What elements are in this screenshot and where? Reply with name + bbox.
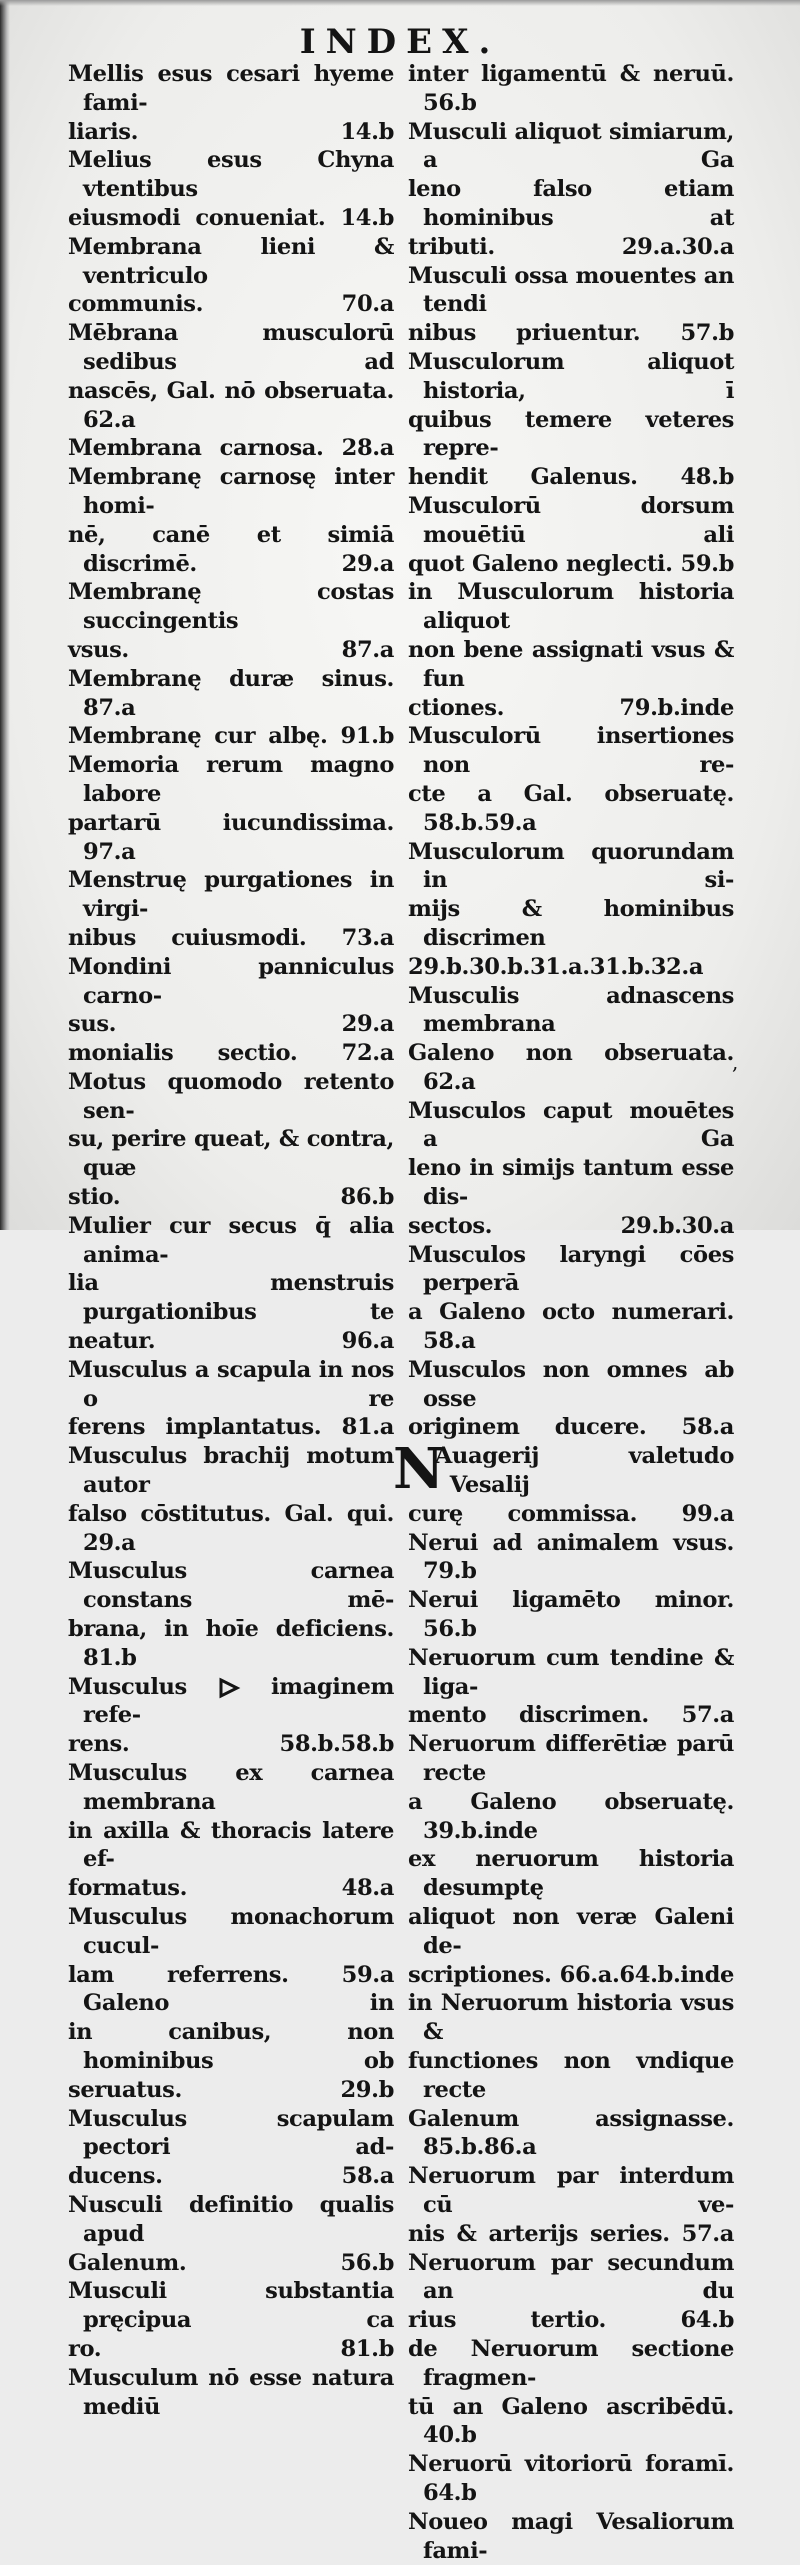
- triangle-symbol-icon: [218, 1678, 240, 1698]
- index-line: eiusmodi conueniat. 14.b: [68, 204, 394, 231]
- index-line: su, perire queat, & contra, quæ: [68, 1126, 394, 1182]
- index-line: ro. 81.b: [68, 2335, 394, 2362]
- index-line: Mēbrana musculorū sedibus ad: [68, 320, 394, 375]
- index-line: communis. 70.a: [68, 291, 394, 318]
- index-line-rest: imaginem refe-: [83, 1673, 394, 1729]
- index-line: Musculus brachij motum autor: [68, 1443, 394, 1499]
- index-line: nibus priuentur. 57.b: [408, 320, 734, 347]
- index-line: mento discrimen. 57.a: [408, 1702, 734, 1729]
- index-line: quibus temere veteres repre-: [408, 406, 734, 462]
- index-line: Musculos non omnes ab osse: [408, 1356, 734, 1412]
- index-line: Neruorum par interdum cū ve-: [408, 2163, 734, 2218]
- margin-mark: ,: [732, 1050, 739, 1074]
- index-line: Musculis adnascens membrana: [408, 982, 734, 1038]
- index-line: Musculorum quorundam in si-: [408, 838, 734, 894]
- index-line: ctiones. 79.b.inde: [408, 694, 734, 721]
- index-line: nascēs, Gal. nō obseruata. 62.a: [68, 377, 394, 433]
- index-line: partarū iucundissima. 97.a: [68, 809, 394, 865]
- index-line: Membrana lieni & ventriculo: [68, 233, 394, 289]
- index-line: quot Galeno neglecti. 59.b: [408, 550, 734, 577]
- index-line: Mondini panniculus carno-: [68, 953, 394, 1009]
- index-line: Motus quomodo retento sen-: [68, 1068, 394, 1124]
- index-line: tū an Galeno ascribēdū. 40.b: [408, 2393, 734, 2449]
- index-line: ex neruorum historia desumptę: [408, 1846, 734, 1902]
- index-line: stio. 86.b: [68, 1184, 394, 1211]
- index-line: originem ducere. 58.a: [408, 1414, 734, 1441]
- index-line: Musculus ex carnea membrana: [68, 1760, 394, 1815]
- index-line: non bene assignati vsus & fun: [408, 636, 734, 692]
- index-line: Memoria rerum magno labore: [68, 752, 394, 807]
- index-line: Menstruę purgationes in virgi-: [68, 867, 394, 923]
- index-line: in canibus, non hominibus ob: [68, 2019, 394, 2074]
- index-line: Membrana carnosa. 28.a: [68, 435, 394, 462]
- index-line: Musculorum aliquot historia, ī: [408, 348, 734, 404]
- index-line: in Musculorum historia aliquot: [408, 579, 734, 635]
- index-line: neatur. 96.a: [68, 1328, 394, 1355]
- index-line: Melius esus Chyna vtentibus: [68, 147, 394, 203]
- index-line-text: Auagerij valetudo Vesalij: [434, 1443, 734, 1499]
- index-column-right: [393, 60, 734, 2564]
- index-line: Musculus a scapula in nos o re: [68, 1356, 394, 1412]
- index-line: in Neruorum historia vsus &: [408, 1990, 734, 2046]
- index-line: scriptiones. 66.a.64.b.inde: [408, 1961, 734, 1988]
- index-line: 29.b.30.b.31.a.31.b.32.a: [408, 953, 704, 980]
- index-line: Musculorū dorsum mouētiū ali: [408, 492, 734, 548]
- index-line: Nusculi definitio qualis apud: [68, 2191, 394, 2247]
- index-line: Musculi aliquot simiarum, a Ga: [408, 118, 734, 174]
- index-line: Membranę duræ sinus. 87.a: [68, 665, 394, 721]
- index-line: tributi. 29.a.30.a: [408, 233, 734, 260]
- index-line: Musculorū insertiones non re-: [408, 723, 734, 779]
- index-line: falso cōstitutus. Gal. qui. 29.a: [68, 1500, 394, 1556]
- musculus-word: Musculus: [68, 1673, 187, 1700]
- index-line: rius tertio. 64.b: [408, 2307, 734, 2334]
- index-line: Noueo magi Vesaliorum fami-: [408, 2508, 734, 2564]
- index-line: hendit Galenus. 48.b: [408, 464, 734, 491]
- index-line: Galenum. 56.b: [68, 2249, 394, 2276]
- index-line: de Neruorum sectione fragmen-: [408, 2335, 734, 2391]
- index-line: a Galeno octo numerari. 58.a: [408, 1299, 734, 1355]
- index-line: leno falso etiam hominibus at: [408, 176, 734, 231]
- index-line: nis & arterijs series. 57.a: [408, 2220, 734, 2247]
- index-line: liaris. 14.b: [68, 118, 394, 145]
- index-line: cte a Gal. obseruatę. 58.b.59.a: [408, 780, 734, 836]
- index-line: Galenum assignasse. 85.b.86.a: [408, 2105, 734, 2161]
- index-line: leno in simijs tantum esse dis-: [408, 1155, 734, 1211]
- index-line: Neruorū vitoriorū foramī. 64.b: [408, 2451, 734, 2506]
- index-line: vsus. 87.a: [68, 636, 394, 663]
- index-line: ferens implantatus. 81.a: [68, 1414, 394, 1441]
- index-line: Neruorum par secundum an du: [408, 2249, 734, 2305]
- index-line: in axilla & thoracis latere ef-: [68, 1817, 394, 1873]
- drop-cap-n: N: [393, 1436, 444, 1503]
- index-line: Musculos laryngi cōes perperā: [408, 1241, 734, 1297]
- index-line: Mulier cur secus q̄ alia anima-: [68, 1212, 394, 1268]
- index-line: Musculum nō esse natura mediū: [68, 2364, 394, 2420]
- index-line: sus. 29.a: [68, 1011, 394, 1038]
- index-line: seruatus. 29.b: [68, 2076, 394, 2103]
- index-line: Nerui ad animalem vsus. 79.b: [408, 1529, 734, 1585]
- index-line: Musculi substantia pręcipua ca: [68, 2278, 394, 2334]
- page-top-shadow: [0, 0, 800, 6]
- index-column-left: [68, 60, 394, 2420]
- index-line: Neruorum differētiæ parū recte: [408, 1731, 734, 1787]
- index-line: monialis sectio. 72.a: [68, 1040, 394, 1067]
- index-line: Membranę carnosę inter homi-: [68, 464, 394, 519]
- index-line: sectos. 29.b.30.a: [408, 1212, 734, 1239]
- index-line: lam referrens. 59.a Galeno in: [68, 1961, 394, 2017]
- index-line: Musculi ossa mouentes an tendi: [408, 262, 734, 318]
- index-line: Musculus carnea constans mē-: [68, 1558, 394, 1614]
- index-line: brana, in hoīe deficiens. 81.b: [68, 1616, 394, 1671]
- index-line: Neruorum cum tendine & liga-: [408, 1644, 734, 1700]
- n-section-start: [393, 1436, 734, 1503]
- index-line: nē, canē et simiā discrimē. 29.a: [68, 521, 394, 577]
- index-line: a Galeno obseruatę. 39.b.inde: [408, 1788, 734, 1844]
- index-line: nibus cuiusmodi. 73.a: [68, 924, 394, 951]
- index-line: rens. 58.b.58.b: [68, 1731, 394, 1758]
- index-line-with-symbol: [68, 1673, 394, 1731]
- index-line: mijs & hominibus discrimen: [408, 896, 734, 951]
- index-line: Musculus monachorum cucul-: [68, 1904, 394, 1959]
- index-line: Galeno non obseruata. 62.a: [408, 1040, 734, 1095]
- index-line: formatus. 48.a: [68, 1875, 394, 1902]
- index-line: aliquot non veræ Galeni de-: [408, 1904, 734, 1959]
- index-line: curę commissa. 99.a: [408, 1500, 734, 1527]
- index-line: lia menstruis purgationibus te: [68, 1270, 394, 1326]
- page-header: INDEX.: [299, 22, 501, 62]
- index-line: inter ligamentū & neruū. 56.b: [408, 61, 734, 116]
- index-line: ducens. 58.a: [68, 2163, 394, 2190]
- index-line: Nerui ligamēto minor. 56.b: [408, 1587, 734, 1643]
- page-edge-shadow: [0, 0, 10, 1230]
- index-line: Musculos caput mouētes a Ga: [408, 1097, 734, 1153]
- index-line: Musculus scapulam pectori ad-: [68, 2105, 394, 2161]
- index-line: Membranę cur albę. 91.b: [68, 723, 394, 750]
- index-line: functiones non vndique recte: [408, 2047, 734, 2103]
- index-line: Mellis esus cesari hyeme fami-: [68, 61, 394, 116]
- index-line: Membranę costas succingentis: [68, 579, 394, 635]
